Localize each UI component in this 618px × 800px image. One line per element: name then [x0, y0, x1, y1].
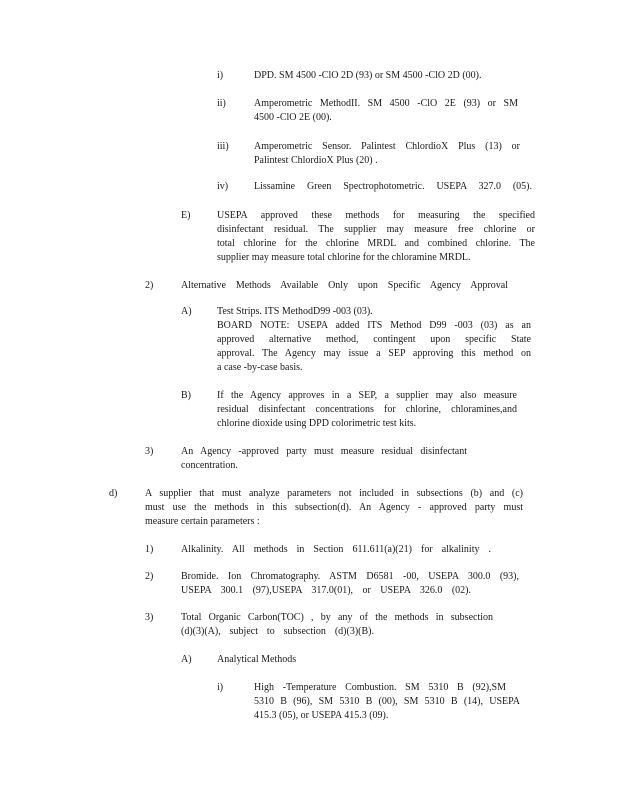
item-label: i) — [217, 682, 224, 693]
item-line: Lissamine Green Spectrophotometric. USEPA 327.0 (05). — [254, 181, 532, 192]
item-line: High -Temperature Combustion. SM 5310 B (92),SM — [254, 682, 506, 693]
item-label: 2) — [145, 280, 154, 291]
item-line: USEPA approved these methods for measuring the specified — [217, 210, 535, 221]
item-line: Total Organic Carbon(TOC) , by any of the methods in subsection — [181, 612, 493, 623]
item-line: approved alternative method, contingent upon specific State — [217, 334, 531, 345]
item-line: 5310 B (96), SM 5310 B (00), SM 5310 B (14), USEPA — [254, 696, 520, 707]
item-line: Alkalinity. All methods in Section 611.611(a)(21) for alkalinity . — [181, 544, 491, 555]
item-label: A) — [181, 654, 192, 665]
item-label: i) — [217, 70, 224, 81]
item-label: 3) — [145, 612, 154, 623]
item-line: concentration. — [181, 460, 238, 471]
item-line: measure certain parameters : — [145, 516, 260, 527]
item-line: disinfectant residual. The supplier may measure free chlorine or — [217, 224, 535, 235]
item-line: Palintest ChlordioX Plus (20) . — [254, 155, 378, 166]
item-line: DPD. SM 4500 -ClO 2D (93) or SM 4500 -ClO 2D (00). — [254, 70, 482, 81]
item-line: must use the methods in this subsection(d). An Agency - approved party must — [145, 502, 523, 513]
item-line: Test Strips. ITS MethodD99 -003 (03). — [217, 306, 373, 317]
item-label: 2) — [145, 571, 154, 582]
item-line: USEPA 300.1 (97),USEPA 317.0(01), or USEPA 326.0 (02). — [181, 585, 471, 596]
item-line: Bromide. Ion Chromatography. ASTM D6581 -00, USEPA 300.0 (93), — [181, 571, 519, 582]
item-line: Amperometric MethodII. SM 4500 -ClO 2E (93) or SM — [254, 98, 518, 109]
item-label: d) — [109, 488, 118, 499]
item-label: ii) — [217, 98, 226, 109]
item-line: a case -by-case basis. — [217, 362, 303, 373]
item-label: 1) — [145, 544, 154, 555]
item-label: iv) — [217, 181, 229, 192]
item-line: An Agency -approved party must measure residual disinfectant — [181, 446, 467, 457]
item-label: iii) — [217, 141, 229, 152]
item-line: 415.3 (05), or USEPA 415.3 (09). — [254, 710, 389, 721]
item-label: A) — [181, 306, 192, 317]
item-line: chlorine dioxide using DPD colorimetric test kits. — [217, 418, 417, 429]
item-line: BOARD NOTE: USEPA added ITS Method D99 -003 (03) as an — [217, 320, 531, 331]
item-line: total chlorine for the chlorine MRDL and combined chlorine. The — [217, 238, 535, 249]
item-line: approval. The Agency may issue a SEP approving this method on — [217, 348, 531, 359]
item-line: 4500 -ClO 2E (00). — [254, 112, 332, 123]
item-line: (d)(3)(A), subject to subsection (d)(3)(B). — [181, 626, 374, 637]
item-line: Amperometric Sensor. Palintest ChlordioX Plus (13) or — [254, 141, 520, 152]
item-line: A supplier that must analyze parameters not included in subsections (b) and (c) — [145, 488, 523, 499]
item-line: supplier may measure total chlorine for the chloramine MRDL. — [217, 252, 471, 263]
item-label: B) — [181, 390, 191, 401]
item-line: residual disinfectant concentrations for chlorine, chloramines,and — [217, 404, 517, 415]
item-line: Analytical Methods — [217, 654, 297, 665]
item-label: E) — [181, 210, 191, 221]
item-line: If the Agency approves in a SEP, a supplier may also measure — [217, 390, 517, 401]
item-label: 3) — [145, 446, 154, 457]
item-line: Alternative Methods Available Only upon Specific Agency Approval — [181, 280, 508, 291]
